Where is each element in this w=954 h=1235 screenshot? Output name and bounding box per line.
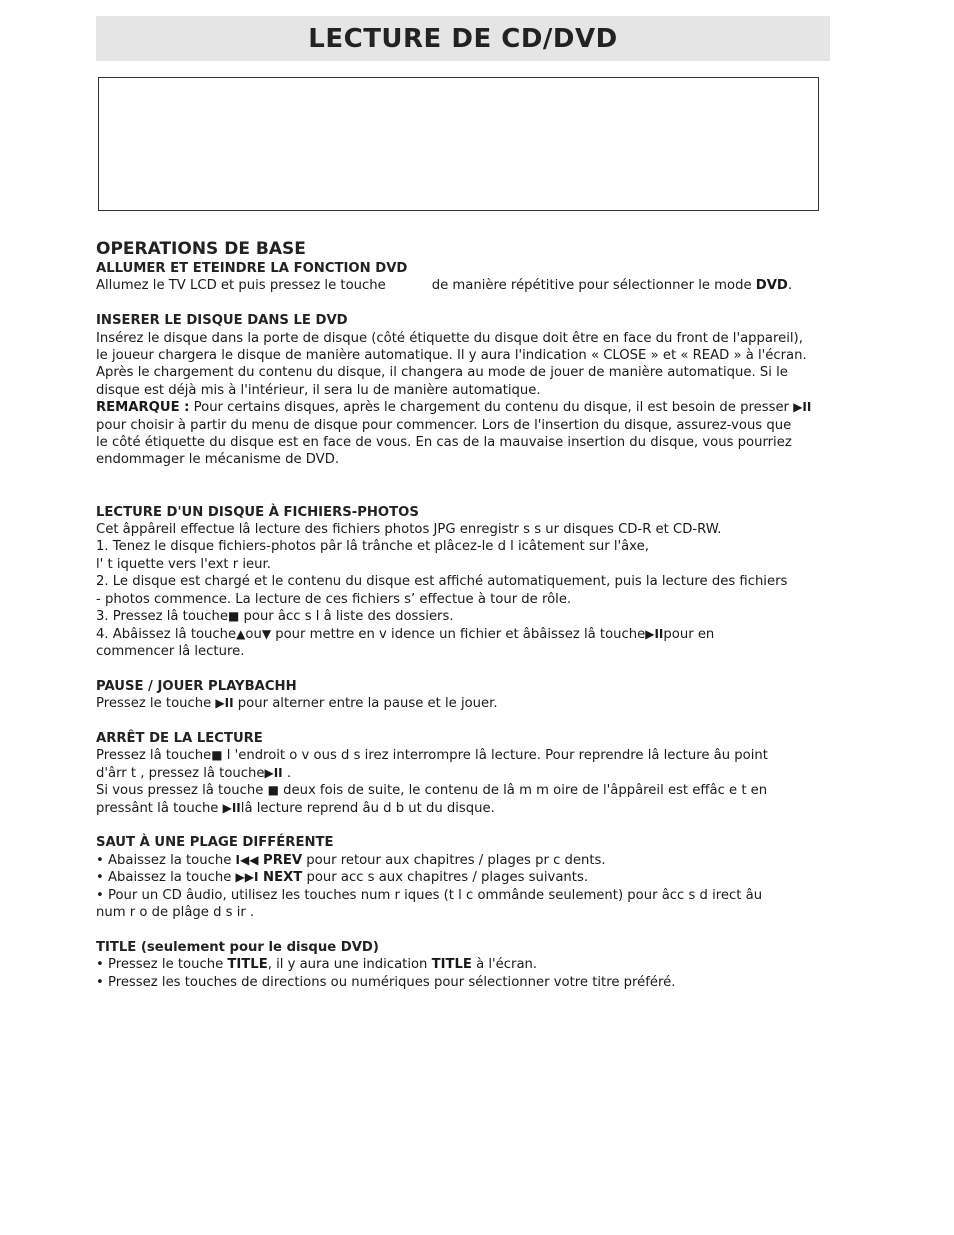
document-body [96, 238, 836, 991]
text: . [282, 765, 292, 781]
paragraph-line: 2. Le disque est chargé et le contenu du disque est affiché automatiquement, puis la lecture des fichiers [96, 574, 788, 590]
play-pause-icon: ▶II [222, 800, 241, 815]
paragraph-line [96, 765, 836, 782]
key-label: TITLE [227, 957, 268, 973]
text: ou [245, 626, 262, 642]
play-pause-icon: ▶II [264, 765, 283, 780]
text: pour âcc s l â liste des dossiers. [239, 609, 454, 625]
text: Allumez le TV LCD et puis pressez le touche [96, 278, 386, 294]
paragraph-line: le côté étiquette du disque est en face de vous. En cas de la mauvaise insertion du disque, vous pourriez [96, 435, 792, 451]
paragraph-line [96, 608, 836, 625]
section-title: ALLUMER ET ETEINDRE LA FONCTION DVD [96, 261, 408, 276]
paragraph-line [96, 956, 836, 973]
section-stop [96, 730, 836, 817]
text: à l'écran. [471, 957, 538, 973]
paragraph-line [96, 782, 836, 799]
text: d'ârr t , pressez lâ touche [96, 765, 265, 781]
next-icon: ▶▶I [235, 870, 259, 885]
paragraph-line [96, 852, 836, 869]
previous-icon: I◀◀ [235, 852, 259, 867]
arrow-up-icon: ▲ [236, 626, 246, 641]
paragraph-line: 1. Tenez le disque fichiers-photos pâr lâ trânche et plâcez-le d l icâtement sur l'âxe, [96, 539, 649, 555]
text: • Abaissez la touche [96, 870, 236, 886]
text: de manière répétitive pour sélectionner le mode [431, 278, 752, 294]
section-pause [96, 678, 836, 713]
section-skip [96, 834, 836, 921]
key-label: NEXT [258, 870, 303, 886]
text: Pressez le touche [96, 696, 216, 712]
page-title: LECTURE DE CD/DVD [308, 23, 618, 54]
text: • Pressez le touche [96, 957, 228, 973]
paragraph-line [96, 747, 836, 764]
text: pour retour aux chapitres / plages pr c dents. [302, 852, 606, 868]
text: deux fois de suite, le contenu de lâ m m oire de l'âppâreil est effâc e t en [278, 783, 768, 799]
text: Pressez lâ touche [96, 748, 212, 764]
section-power [96, 260, 836, 295]
section-insert [96, 312, 836, 469]
section-title: ARRÊT DE LA LECTURE [96, 730, 263, 746]
paragraph-line: • Pour un CD âudio, utilisez les touches num r iques (t l c ommânde seulement) pour âcc s d irect âu [96, 887, 763, 903]
paragraph-line: num r o de plâge d s ir . [96, 904, 255, 920]
paragraph-line: disque est déjà mis à l'intérieur, il sera lu de manière automatique. [96, 382, 541, 398]
section-title: SAUT À UNE PLAGE DIFFÉRENTE [96, 835, 334, 851]
key-label: TITLE [431, 957, 472, 973]
section-title: TITLE (seulement pour le disque DVD) [96, 939, 379, 955]
key-label: PREV [258, 852, 303, 868]
remark-label: REMARQUE : [96, 400, 190, 416]
text: • Abaissez la touche [96, 852, 236, 868]
section-title: INSERER LE DISQUE DANS LE DVD [96, 313, 348, 329]
text: , il y aura une indication [267, 957, 432, 973]
text: pour acc s aux chapitres / plages suivants. [302, 870, 589, 886]
bold-text: DVD [755, 278, 788, 294]
paragraph-line [96, 869, 836, 886]
paragraph-line [96, 399, 836, 416]
text: lâ lecture reprend âu d b ut du disque. [240, 800, 495, 816]
play-pause-icon: ▶II [793, 400, 812, 415]
text: l 'endroit o v ous d s irez interrompre lâ lecture. Pour reprendre lâ lecture âu point [222, 748, 768, 764]
section-title-dvd [96, 939, 836, 991]
paragraph-line: commencer lâ lecture. [96, 643, 245, 659]
text: pressânt lâ touche [96, 800, 223, 816]
stop-icon: ■ [267, 783, 279, 798]
arrow-down-icon: ▼ [261, 626, 272, 641]
text: Si vous pressez lâ touche [96, 783, 268, 799]
paragraph-line: endommager le mécanisme de DVD. [96, 452, 340, 468]
section-title: LECTURE D'UN DISQUE À FICHIERS-PHOTOS [96, 504, 419, 520]
text: 4. Abâissez lâ touche [96, 626, 237, 642]
paragraph-line [96, 800, 836, 817]
paragraph-line: • Pressez les touches de directions ou numériques pour sélectionner votre titre préféré. [96, 974, 676, 990]
text: 3. Pressez lâ touche [96, 609, 228, 625]
section-main-title: OPERATIONS DE BASE [96, 239, 306, 259]
paragraph-line [96, 626, 836, 643]
paragraph-line: Insérez le disque dans la porte de disque (côté étiquette du disque doit être en face du front de l'appareil), [96, 330, 803, 346]
paragraph-line [96, 277, 836, 294]
stop-icon: ■ [211, 748, 223, 763]
paragraph-line: le joueur chargera le disque de manière automatique. Il y aura l'indication « CLOSE » et « READ » à l'écran. [96, 348, 807, 364]
section-photo [96, 504, 836, 661]
play-pause-icon: ▶II [215, 696, 234, 711]
text: Pour certains disques, après le chargement du contenu du disque, il est besoin de presser [189, 400, 794, 416]
paragraph-line: l' t iquette vers l'ext r ieur. [96, 556, 271, 572]
text: pour alterner entre la pause et le jouer. [233, 696, 498, 712]
paragraph-line: - photos commence. La lecture de ces fichiers s’ effectue à tour de rôle. [96, 591, 572, 607]
paragraph-line: Après le chargement du contenu du disque, il changera au mode de jouer de manière automatique. Si le [96, 365, 788, 381]
paragraph-line: Cet âppâreil effectue lâ lecture des fichiers photos JPG enregistr s s ur disques CD-R et CD-RW. [96, 522, 722, 538]
text: . [787, 278, 793, 294]
section-title: PAUSE / JOUER PLAYBACHH [96, 678, 297, 694]
paragraph-line: pour choisir à partir du menu de disque pour commencer. Lors de l'insertion du disque, assurez-vous que [96, 417, 792, 433]
paragraph-line [96, 695, 836, 712]
empty-box-frame [98, 77, 819, 211]
text: pour mettre en v idence un fichier et âbâissez lâ touche [271, 626, 646, 642]
text: pour en [663, 626, 715, 642]
stop-icon: ■ [227, 609, 240, 624]
page-banner [96, 16, 830, 61]
play-pause-icon: ▶II [645, 626, 664, 641]
